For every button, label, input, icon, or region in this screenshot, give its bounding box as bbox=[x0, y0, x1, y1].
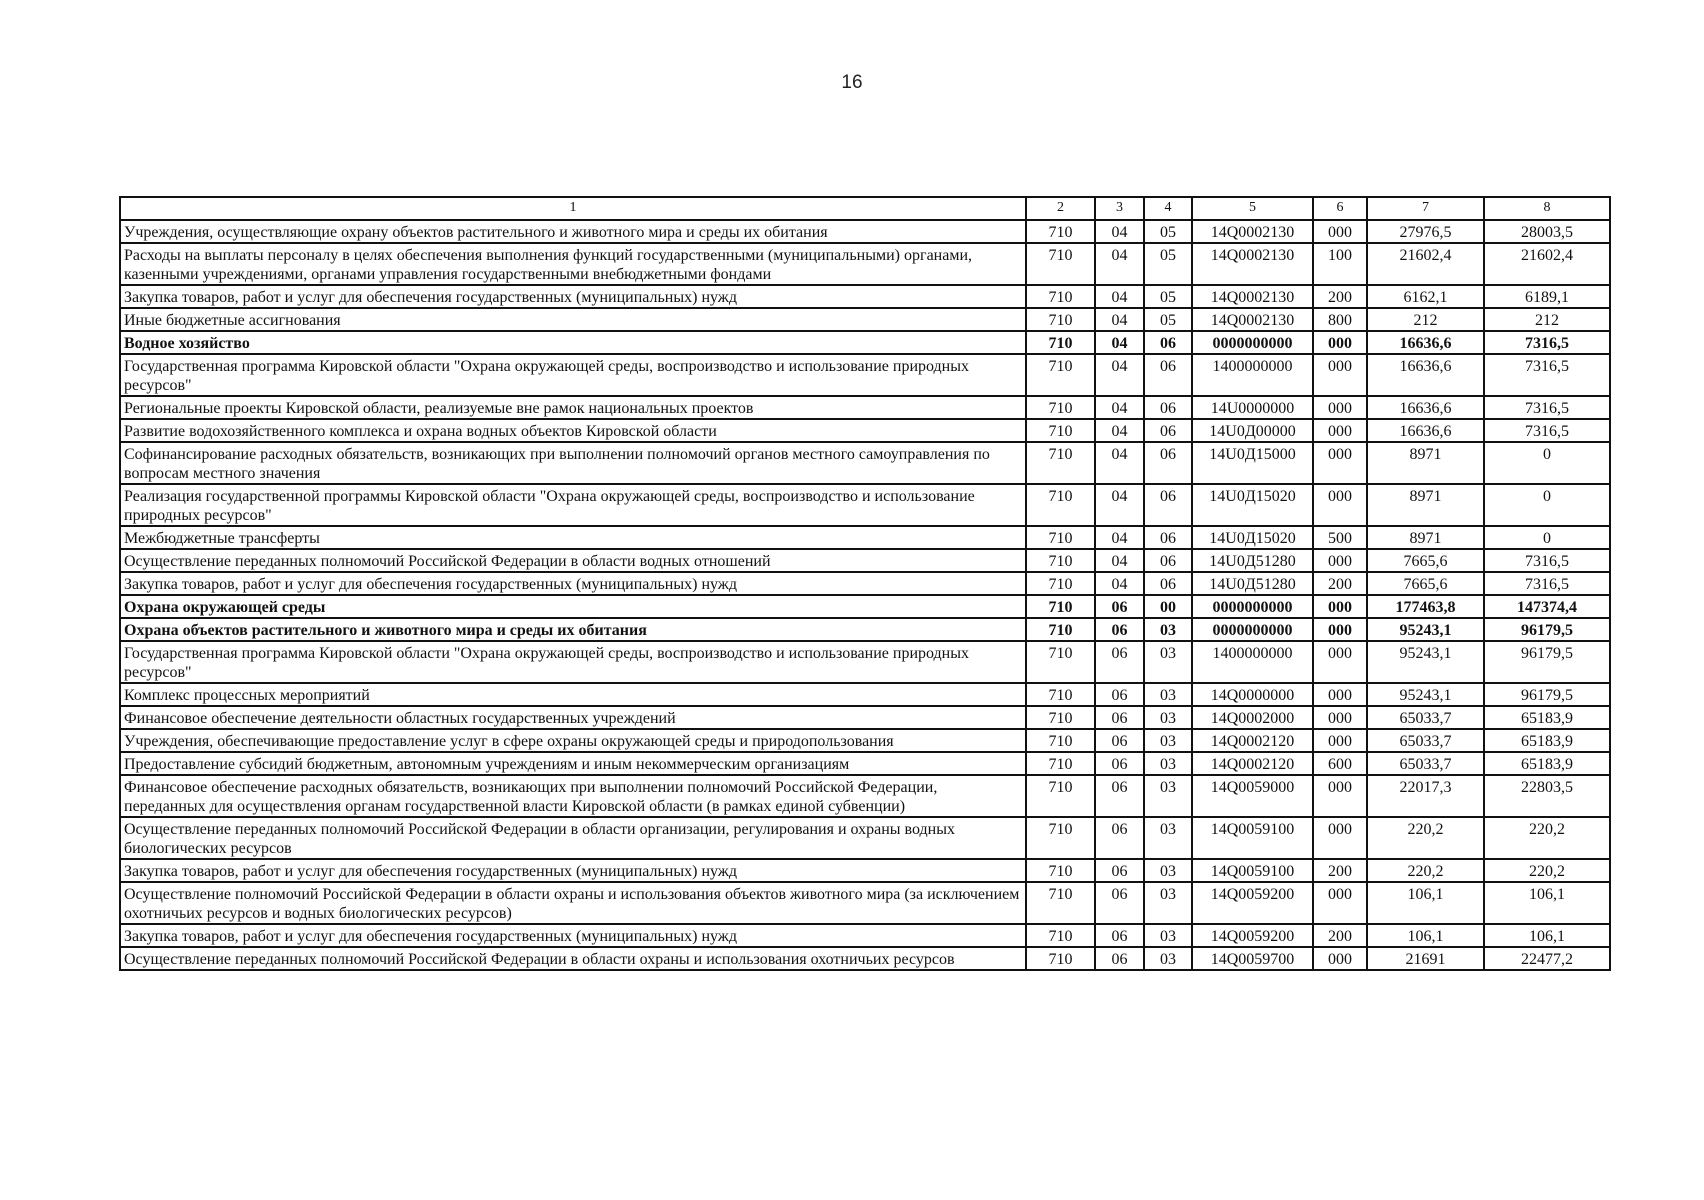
row-name-cell: Закупка товаров, работ и услуг для обеспечения государственных (муниципальных) нужд bbox=[120, 285, 1026, 308]
row-section-cell: 06 bbox=[1095, 683, 1144, 706]
row-subsection-cell: 05 bbox=[1144, 243, 1192, 285]
row-target-article-cell: 1400000000 bbox=[1192, 641, 1313, 683]
row-subsection-cell: 05 bbox=[1144, 285, 1192, 308]
row-code-cell: 710 bbox=[1026, 354, 1095, 396]
row-amount-1-cell: 95243,1 bbox=[1367, 618, 1484, 641]
row-expense-type-cell: 000 bbox=[1313, 549, 1367, 572]
column-header: 6 bbox=[1313, 197, 1367, 220]
row-target-article-cell: 1400000000 bbox=[1192, 354, 1313, 396]
row-amount-1-cell: 95243,1 bbox=[1367, 641, 1484, 683]
row-target-article-cell: 14Q0059000 bbox=[1192, 775, 1313, 817]
table-row bbox=[120, 618, 1610, 641]
row-amount-1-cell: 65033,7 bbox=[1367, 729, 1484, 752]
row-expense-type-cell: 000 bbox=[1313, 442, 1367, 484]
column-header: 7 bbox=[1367, 197, 1484, 220]
table-row bbox=[120, 947, 1610, 970]
row-subsection-cell: 03 bbox=[1144, 641, 1192, 683]
row-expense-type-cell: 800 bbox=[1313, 308, 1367, 331]
row-subsection-cell: 03 bbox=[1144, 752, 1192, 775]
row-target-article-cell: 14Q0000000 bbox=[1192, 683, 1313, 706]
column-header: 1 bbox=[120, 197, 1026, 220]
row-code-cell: 710 bbox=[1026, 484, 1095, 526]
row-amount-2-cell: 7316,5 bbox=[1484, 396, 1610, 419]
row-target-article-cell: 14U0000000 bbox=[1192, 396, 1313, 419]
table-row bbox=[120, 442, 1610, 484]
table-row bbox=[120, 683, 1610, 706]
row-amount-1-cell: 212 bbox=[1367, 308, 1484, 331]
row-name-cell: Региональные проекты Кировской области, реализуемые вне рамок национальных проектов bbox=[120, 396, 1026, 419]
table-row bbox=[120, 220, 1610, 243]
row-code-cell: 710 bbox=[1026, 220, 1095, 243]
row-section-cell: 06 bbox=[1095, 775, 1144, 817]
table-row bbox=[120, 882, 1610, 924]
row-target-article-cell: 0000000000 bbox=[1192, 331, 1313, 354]
row-target-article-cell: 14U0Д51280 bbox=[1192, 549, 1313, 572]
row-name-cell: Закупка товаров, работ и услуг для обеспечения государственных (муниципальных) нужд bbox=[120, 859, 1026, 882]
row-amount-1-cell: 65033,7 bbox=[1367, 752, 1484, 775]
row-subsection-cell: 03 bbox=[1144, 924, 1192, 947]
row-code-cell: 710 bbox=[1026, 526, 1095, 549]
row-subsection-cell: 06 bbox=[1144, 442, 1192, 484]
row-name-cell: Межбюджетные трансферты bbox=[120, 526, 1026, 549]
row-amount-1-cell: 220,2 bbox=[1367, 859, 1484, 882]
row-amount-1-cell: 22017,3 bbox=[1367, 775, 1484, 817]
table-row bbox=[120, 331, 1610, 354]
table-row bbox=[120, 243, 1610, 285]
row-amount-2-cell: 22477,2 bbox=[1484, 947, 1610, 970]
row-code-cell: 710 bbox=[1026, 752, 1095, 775]
row-amount-2-cell: 96179,5 bbox=[1484, 618, 1610, 641]
row-target-article-cell: 14Q0002130 bbox=[1192, 220, 1313, 243]
row-section-cell: 04 bbox=[1095, 484, 1144, 526]
row-subsection-cell: 06 bbox=[1144, 354, 1192, 396]
table-row bbox=[120, 354, 1610, 396]
row-section-cell: 06 bbox=[1095, 706, 1144, 729]
row-amount-2-cell: 7316,5 bbox=[1484, 354, 1610, 396]
row-amount-2-cell: 7316,5 bbox=[1484, 419, 1610, 442]
table-row bbox=[120, 729, 1610, 752]
row-expense-type-cell: 000 bbox=[1313, 683, 1367, 706]
row-code-cell: 710 bbox=[1026, 308, 1095, 331]
table-row bbox=[120, 817, 1610, 859]
row-expense-type-cell: 000 bbox=[1313, 618, 1367, 641]
row-amount-1-cell: 106,1 bbox=[1367, 924, 1484, 947]
row-target-article-cell: 14Q0002130 bbox=[1192, 308, 1313, 331]
row-expense-type-cell: 000 bbox=[1313, 882, 1367, 924]
row-name-cell: Осуществление переданных полномочий Российской Федерации в области водных отношений bbox=[120, 549, 1026, 572]
row-amount-2-cell: 0 bbox=[1484, 442, 1610, 484]
table-row bbox=[120, 924, 1610, 947]
row-section-cell: 04 bbox=[1095, 549, 1144, 572]
row-name-cell: Развитие водохозяйственного комплекса и охрана водных объектов Кировской области bbox=[120, 419, 1026, 442]
row-amount-1-cell: 21602,4 bbox=[1367, 243, 1484, 285]
row-section-cell: 06 bbox=[1095, 729, 1144, 752]
row-amount-2-cell: 22803,5 bbox=[1484, 775, 1610, 817]
row-target-article-cell: 14Q0002130 bbox=[1192, 243, 1313, 285]
row-expense-type-cell: 000 bbox=[1313, 331, 1367, 354]
row-target-article-cell: 0000000000 bbox=[1192, 595, 1313, 618]
row-amount-1-cell: 16636,6 bbox=[1367, 419, 1484, 442]
row-target-article-cell: 14Q0059200 bbox=[1192, 882, 1313, 924]
row-section-cell: 04 bbox=[1095, 285, 1144, 308]
row-target-article-cell: 14U0Д15020 bbox=[1192, 526, 1313, 549]
row-amount-2-cell: 147374,4 bbox=[1484, 595, 1610, 618]
row-target-article-cell: 14U0Д15000 bbox=[1192, 442, 1313, 484]
row-expense-type-cell: 200 bbox=[1313, 572, 1367, 595]
row-section-cell: 06 bbox=[1095, 752, 1144, 775]
row-code-cell: 710 bbox=[1026, 331, 1095, 354]
row-amount-2-cell: 0 bbox=[1484, 484, 1610, 526]
row-target-article-cell: 14Q0059100 bbox=[1192, 817, 1313, 859]
row-subsection-cell: 03 bbox=[1144, 817, 1192, 859]
row-expense-type-cell: 600 bbox=[1313, 752, 1367, 775]
row-code-cell: 710 bbox=[1026, 947, 1095, 970]
row-section-cell: 04 bbox=[1095, 243, 1144, 285]
row-target-article-cell: 14Q0059700 bbox=[1192, 947, 1313, 970]
row-amount-2-cell: 212 bbox=[1484, 308, 1610, 331]
row-amount-1-cell: 8971 bbox=[1367, 484, 1484, 526]
row-subsection-cell: 06 bbox=[1144, 572, 1192, 595]
row-section-cell: 04 bbox=[1095, 526, 1144, 549]
row-subsection-cell: 06 bbox=[1144, 549, 1192, 572]
row-name-cell: Финансовое обеспечение расходных обязательств, возникающих при выполнении полномочий Российской Федерации, переданных для осуществления органам государственной власти Кировской области (в рамках единой субвенции) bbox=[120, 775, 1026, 817]
row-name-cell: Расходы на выплаты персоналу в целях обеспечения выполнения функций государственными (муниципальными) органами, казенными учреждениями, органами управления государственными внебюджетными фондами bbox=[120, 243, 1026, 285]
row-name-cell: Иные бюджетные ассигнования bbox=[120, 308, 1026, 331]
table-row bbox=[120, 859, 1610, 882]
row-subsection-cell: 03 bbox=[1144, 729, 1192, 752]
row-amount-2-cell: 6189,1 bbox=[1484, 285, 1610, 308]
table-row bbox=[120, 549, 1610, 572]
row-amount-1-cell: 95243,1 bbox=[1367, 683, 1484, 706]
row-amount-2-cell: 7316,5 bbox=[1484, 572, 1610, 595]
row-expense-type-cell: 000 bbox=[1313, 354, 1367, 396]
row-amount-1-cell: 7665,6 bbox=[1367, 572, 1484, 595]
table-row bbox=[120, 419, 1610, 442]
row-expense-type-cell: 100 bbox=[1313, 243, 1367, 285]
row-amount-1-cell: 7665,6 bbox=[1367, 549, 1484, 572]
row-amount-2-cell: 7316,5 bbox=[1484, 549, 1610, 572]
row-section-cell: 06 bbox=[1095, 641, 1144, 683]
row-section-cell: 04 bbox=[1095, 331, 1144, 354]
column-header: 5 bbox=[1192, 197, 1313, 220]
row-code-cell: 710 bbox=[1026, 706, 1095, 729]
row-code-cell: 710 bbox=[1026, 396, 1095, 419]
row-code-cell: 710 bbox=[1026, 641, 1095, 683]
row-subsection-cell: 06 bbox=[1144, 484, 1192, 526]
row-section-cell: 06 bbox=[1095, 947, 1144, 970]
row-section-cell: 04 bbox=[1095, 442, 1144, 484]
row-subsection-cell: 06 bbox=[1144, 419, 1192, 442]
row-name-cell: Предоставление субсидий бюджетным, автономным учреждениям и иным некоммерческим организациям bbox=[120, 752, 1026, 775]
table-header-row bbox=[120, 197, 1610, 220]
table-row bbox=[120, 396, 1610, 419]
row-name-cell: Софинансирование расходных обязательств, возникающих при выполнении полномочий органов местного самоуправления по вопросам местного значения bbox=[120, 442, 1026, 484]
table-row bbox=[120, 526, 1610, 549]
row-subsection-cell: 03 bbox=[1144, 775, 1192, 817]
row-amount-1-cell: 16636,6 bbox=[1367, 331, 1484, 354]
row-subsection-cell: 06 bbox=[1144, 396, 1192, 419]
row-expense-type-cell: 200 bbox=[1313, 859, 1367, 882]
row-expense-type-cell: 000 bbox=[1313, 419, 1367, 442]
row-name-cell: Государственная программа Кировской области "Охрана окружающей среды, воспроизводство и использование природных ресурсов" bbox=[120, 354, 1026, 396]
row-code-cell: 710 bbox=[1026, 817, 1095, 859]
row-name-cell: Учреждения, обеспечивающие предоставление услуг в сфере охраны окружающей среды и природопользования bbox=[120, 729, 1026, 752]
table-row bbox=[120, 484, 1610, 526]
row-name-cell: Водное хозяйство bbox=[120, 331, 1026, 354]
row-code-cell: 710 bbox=[1026, 775, 1095, 817]
row-name-cell: Комплекс процессных мероприятий bbox=[120, 683, 1026, 706]
row-expense-type-cell: 000 bbox=[1313, 775, 1367, 817]
row-target-article-cell: 14U0Д00000 bbox=[1192, 419, 1313, 442]
row-expense-type-cell: 000 bbox=[1313, 396, 1367, 419]
row-name-cell: Учреждения, осуществляющие охрану объектов растительного и животного мира и среды их обитания bbox=[120, 220, 1026, 243]
row-subsection-cell: 06 bbox=[1144, 526, 1192, 549]
table-row bbox=[120, 706, 1610, 729]
row-subsection-cell: 03 bbox=[1144, 947, 1192, 970]
row-expense-type-cell: 000 bbox=[1313, 484, 1367, 526]
row-target-article-cell: 14Q0059200 bbox=[1192, 924, 1313, 947]
row-amount-2-cell: 65183,9 bbox=[1484, 752, 1610, 775]
page-number: 16 bbox=[841, 72, 863, 93]
table-row bbox=[120, 641, 1610, 683]
row-section-cell: 04 bbox=[1095, 354, 1144, 396]
row-name-cell: Охрана окружающей среды bbox=[120, 595, 1026, 618]
row-section-cell: 04 bbox=[1095, 220, 1144, 243]
row-code-cell: 710 bbox=[1026, 859, 1095, 882]
row-target-article-cell: 14Q0002130 bbox=[1192, 285, 1313, 308]
column-header: 3 bbox=[1095, 197, 1144, 220]
row-amount-1-cell: 106,1 bbox=[1367, 882, 1484, 924]
row-expense-type-cell: 000 bbox=[1313, 220, 1367, 243]
budget-table bbox=[119, 196, 1611, 971]
row-target-article-cell: 14Q0059100 bbox=[1192, 859, 1313, 882]
row-code-cell: 710 bbox=[1026, 882, 1095, 924]
row-code-cell: 710 bbox=[1026, 243, 1095, 285]
row-amount-1-cell: 16636,6 bbox=[1367, 354, 1484, 396]
row-code-cell: 710 bbox=[1026, 618, 1095, 641]
row-name-cell: Закупка товаров, работ и услуг для обеспечения государственных (муниципальных) нужд bbox=[120, 924, 1026, 947]
row-subsection-cell: 03 bbox=[1144, 683, 1192, 706]
row-code-cell: 710 bbox=[1026, 729, 1095, 752]
row-amount-1-cell: 27976,5 bbox=[1367, 220, 1484, 243]
row-amount-1-cell: 21691 bbox=[1367, 947, 1484, 970]
table-row bbox=[120, 752, 1610, 775]
row-section-cell: 04 bbox=[1095, 396, 1144, 419]
row-target-article-cell: 14U0Д15020 bbox=[1192, 484, 1313, 526]
row-amount-2-cell: 96179,5 bbox=[1484, 683, 1610, 706]
row-amount-1-cell: 6162,1 bbox=[1367, 285, 1484, 308]
row-expense-type-cell: 000 bbox=[1313, 817, 1367, 859]
row-section-cell: 04 bbox=[1095, 419, 1144, 442]
row-code-cell: 710 bbox=[1026, 285, 1095, 308]
row-code-cell: 710 bbox=[1026, 924, 1095, 947]
row-name-cell: Охрана объектов растительного и животного мира и среды их обитания bbox=[120, 618, 1026, 641]
row-name-cell: Финансовое обеспечение деятельности областных государственных учреждений bbox=[120, 706, 1026, 729]
row-amount-1-cell: 8971 bbox=[1367, 526, 1484, 549]
row-amount-1-cell: 65033,7 bbox=[1367, 706, 1484, 729]
row-subsection-cell: 03 bbox=[1144, 706, 1192, 729]
row-code-cell: 710 bbox=[1026, 549, 1095, 572]
row-section-cell: 06 bbox=[1095, 595, 1144, 618]
row-expense-type-cell: 200 bbox=[1313, 285, 1367, 308]
row-amount-2-cell: 220,2 bbox=[1484, 817, 1610, 859]
row-code-cell: 710 bbox=[1026, 442, 1095, 484]
row-subsection-cell: 06 bbox=[1144, 331, 1192, 354]
row-section-cell: 06 bbox=[1095, 924, 1144, 947]
column-header: 2 bbox=[1026, 197, 1095, 220]
table-row bbox=[120, 308, 1610, 331]
row-amount-2-cell: 220,2 bbox=[1484, 859, 1610, 882]
row-code-cell: 710 bbox=[1026, 572, 1095, 595]
row-amount-2-cell: 106,1 bbox=[1484, 924, 1610, 947]
row-amount-2-cell: 96179,5 bbox=[1484, 641, 1610, 683]
row-subsection-cell: 00 bbox=[1144, 595, 1192, 618]
row-subsection-cell: 05 bbox=[1144, 220, 1192, 243]
row-name-cell: Закупка товаров, работ и услуг для обеспечения государственных (муниципальных) нужд bbox=[120, 572, 1026, 595]
row-amount-2-cell: 21602,4 bbox=[1484, 243, 1610, 285]
row-expense-type-cell: 000 bbox=[1313, 947, 1367, 970]
row-expense-type-cell: 000 bbox=[1313, 595, 1367, 618]
column-header: 4 bbox=[1144, 197, 1192, 220]
column-header: 8 bbox=[1484, 197, 1610, 220]
row-amount-2-cell: 106,1 bbox=[1484, 882, 1610, 924]
row-amount-1-cell: 8971 bbox=[1367, 442, 1484, 484]
row-name-cell: Осуществление полномочий Российской Федерации в области охраны и использования объектов животного мира (за исключением охотничьих ресурсов и водных биологических ресурсов) bbox=[120, 882, 1026, 924]
row-expense-type-cell: 000 bbox=[1313, 729, 1367, 752]
row-section-cell: 06 bbox=[1095, 817, 1144, 859]
row-amount-2-cell: 7316,5 bbox=[1484, 331, 1610, 354]
row-amount-2-cell: 28003,5 bbox=[1484, 220, 1610, 243]
row-section-cell: 04 bbox=[1095, 308, 1144, 331]
row-amount-2-cell: 0 bbox=[1484, 526, 1610, 549]
row-subsection-cell: 03 bbox=[1144, 882, 1192, 924]
row-amount-1-cell: 220,2 bbox=[1367, 817, 1484, 859]
row-code-cell: 710 bbox=[1026, 419, 1095, 442]
table-row bbox=[120, 285, 1610, 308]
row-section-cell: 06 bbox=[1095, 859, 1144, 882]
table-row bbox=[120, 775, 1610, 817]
row-expense-type-cell: 500 bbox=[1313, 526, 1367, 549]
row-code-cell: 710 bbox=[1026, 595, 1095, 618]
row-target-article-cell: 0000000000 bbox=[1192, 618, 1313, 641]
table-row bbox=[120, 572, 1610, 595]
row-section-cell: 04 bbox=[1095, 572, 1144, 595]
row-target-article-cell: 14Q0002120 bbox=[1192, 729, 1313, 752]
row-name-cell: Осуществление переданных полномочий Российской Федерации в области организации, регулирования и охраны водных биологических ресурсов bbox=[120, 817, 1026, 859]
row-name-cell: Осуществление переданных полномочий Российской Федерации в области охраны и использования охотничьих ресурсов bbox=[120, 947, 1026, 970]
row-section-cell: 06 bbox=[1095, 618, 1144, 641]
row-target-article-cell: 14Q0002120 bbox=[1192, 752, 1313, 775]
row-expense-type-cell: 000 bbox=[1313, 641, 1367, 683]
row-subsection-cell: 05 bbox=[1144, 308, 1192, 331]
row-code-cell: 710 bbox=[1026, 683, 1095, 706]
row-name-cell: Государственная программа Кировской области "Охрана окружающей среды, воспроизводство и использование природных ресурсов" bbox=[120, 641, 1026, 683]
row-section-cell: 06 bbox=[1095, 882, 1144, 924]
row-amount-1-cell: 16636,6 bbox=[1367, 396, 1484, 419]
row-amount-2-cell: 65183,9 bbox=[1484, 706, 1610, 729]
row-amount-1-cell: 177463,8 bbox=[1367, 595, 1484, 618]
table-row bbox=[120, 595, 1610, 618]
row-expense-type-cell: 000 bbox=[1313, 706, 1367, 729]
row-expense-type-cell: 200 bbox=[1313, 924, 1367, 947]
row-target-article-cell: 14Q0002000 bbox=[1192, 706, 1313, 729]
row-amount-2-cell: 65183,9 bbox=[1484, 729, 1610, 752]
row-name-cell: Реализация государственной программы Кировской области "Охрана окружающей среды, воспроизводство и использование природных ресурсов" bbox=[120, 484, 1026, 526]
row-subsection-cell: 03 bbox=[1144, 859, 1192, 882]
row-subsection-cell: 03 bbox=[1144, 618, 1192, 641]
row-target-article-cell: 14U0Д51280 bbox=[1192, 572, 1313, 595]
